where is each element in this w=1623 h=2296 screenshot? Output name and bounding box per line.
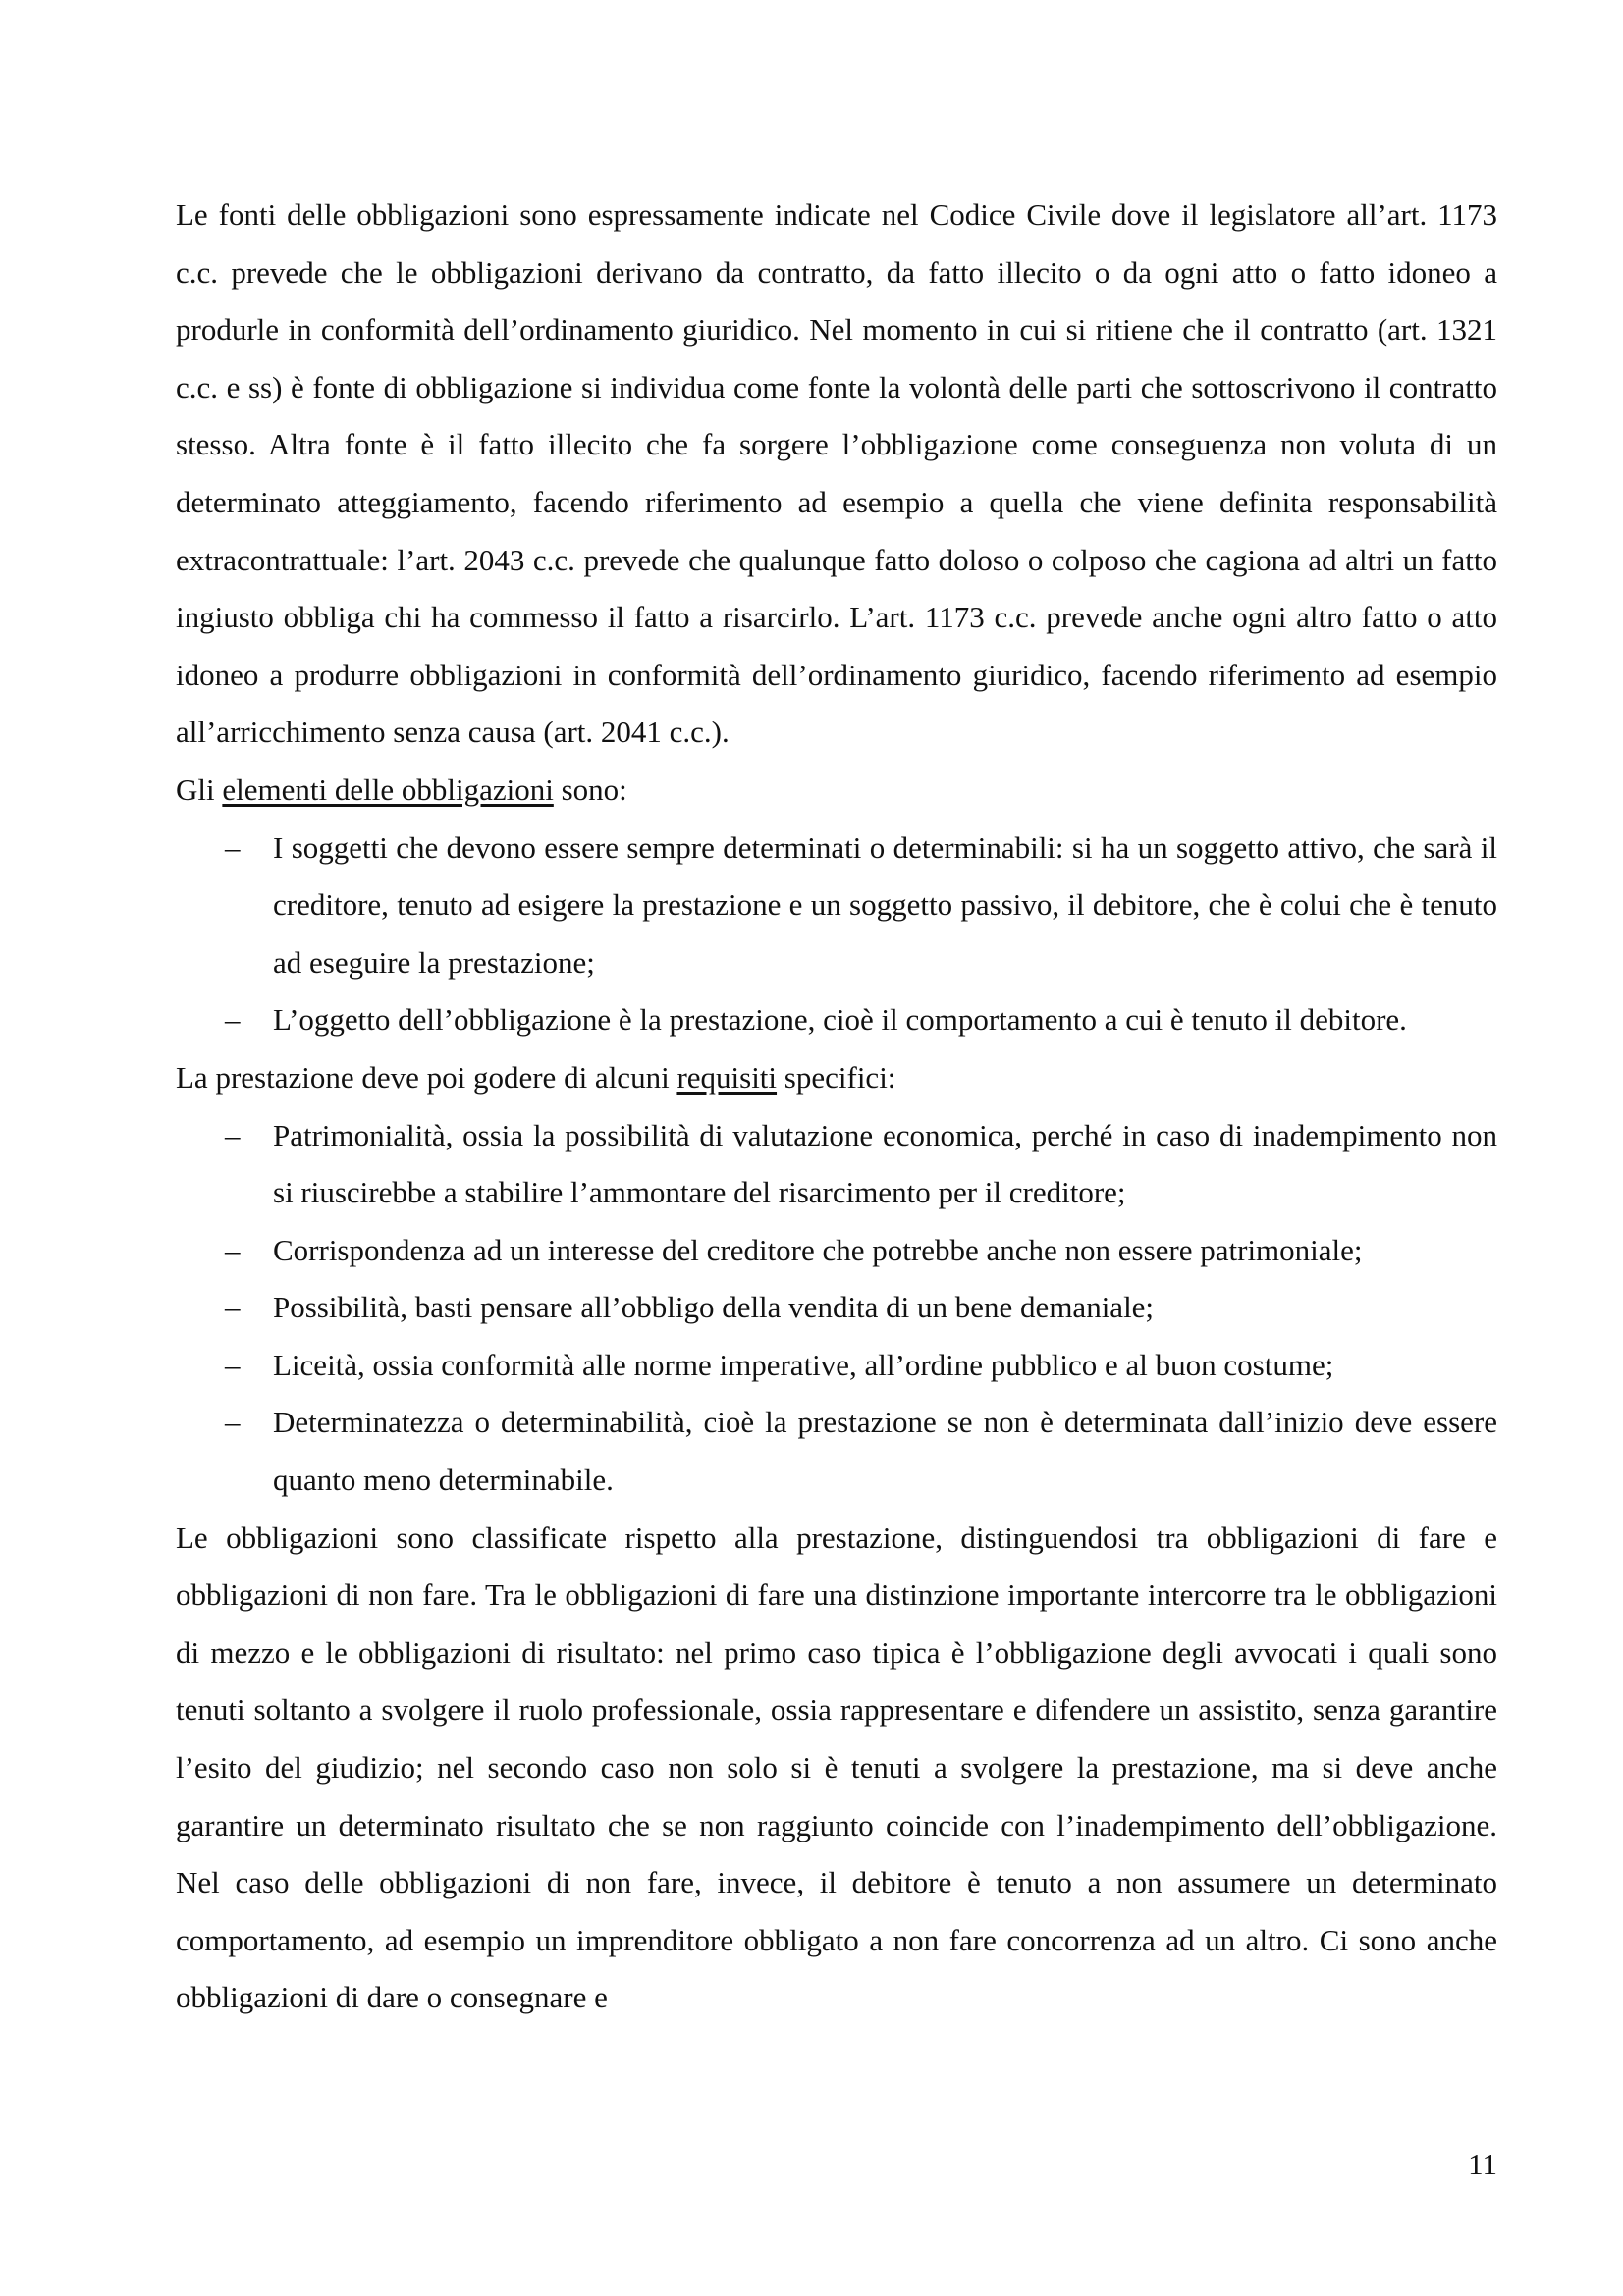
dash-bullet: – [225, 1290, 241, 1325]
dash-bullet: – [225, 1002, 241, 1038]
list-item-text: Determinatezza o determinabilità, cioè la prestazione se non è determinata dall’inizio deve essere quanto meno determinabile. [273, 1405, 1497, 1498]
list-item-text: Liceità, ossia conformità alle norme imperative, all’ordine pubblico e al buon costume; [273, 1347, 1334, 1382]
intro-paragraph: Le fonti delle obbligazioni sono espressamente indicate nel Codice Civile dove il legislatore all’art. 1173 c.c. prevede che le obbligazioni derivano da contratto, da fatto illecito o da ogni atto o fatto idoneo a produrle in conformità dell’ordinamento giuridico. Nel momento in cui si ritiene che il contratto (art. 1321 c.c. e ss) è fonte di obbligazione si individua come fonte la volontà delle parti che sottoscrivono il contratto stesso. Altra fonte è il fatto illecito che fa sorgere l’obbligazione come conseguenza non voluta di un determinato atteggiamento, facendo riferimento ad esempio a quella che viene definita responsabilità extracontrattuale: l’art. 2043 c.c. prevede che qualunque fatto doloso o colposo che cagiona ad altri un fatto ingiusto obbliga chi ha commesso il fatto a risarcirlo. L’art. 1173 c.c. prevede anche ogni altro fatto o atto idoneo a produrre obbligazioni in conformità dell’ordinamento giuridico, facendo riferimento ad esempio all’arricchimento senza causa (art. 2041 c.c.). [176, 197, 1497, 750]
list-item-text: Possibilità, basti pensare all’obbligo della vendita di un bene demaniale; [273, 1290, 1155, 1325]
dash-bullet: – [225, 1117, 241, 1152]
requisites-heading-prefix: La prestazione deve poi godere di alcuni [176, 1059, 677, 1095]
list-item [176, 1107, 1497, 1222]
dash-bullet: – [225, 1347, 241, 1382]
list-item [176, 1337, 1497, 1395]
list-item [176, 1394, 1497, 1509]
list-item-text: Corrispondenza ad un interesse del creditore che potrebbe anche non essere patrimoniale; [273, 1232, 1363, 1267]
requisites-heading-suffix: specifici: [777, 1059, 896, 1095]
document-page [176, 187, 1497, 2027]
elements-heading-prefix: Gli [176, 772, 223, 807]
list-item-text: I soggetti che devono essere sempre determinati o determinabili: si ha un soggetto attivo, che sarà il creditore, tenuto ad esigere la prestazione e un soggetto passivo, il debitore, che è colui che è tenuto ad eseguire la prestazione; [273, 829, 1497, 980]
list-item [176, 991, 1497, 1049]
elements-list [176, 820, 1497, 1049]
elements-heading-suffix: sono: [553, 772, 627, 807]
list-item-text: L’oggetto dell’obbligazione è la prestazione, cioè il comportamento a cui è tenuto il debitore. [273, 1002, 1407, 1038]
elements-heading-underlined: elementi delle obbligazioni [222, 772, 554, 807]
elements-heading [176, 762, 1497, 820]
requisites-heading [176, 1049, 1497, 1107]
dash-bullet: – [225, 829, 241, 865]
closing-paragraph: Le obbligazioni sono classificate rispetto alla prestazione, distinguendosi tra obbligazioni di fare e obbligazioni di non fare. Tra le obbligazioni di fare una distinzione importante intercorre tra le obbligazioni di mezzo e le obbligazioni di risultato: nel primo caso tipica è l’obbligazione degli avvocati i quali sono tenuti soltanto a svolgere il ruolo professionale, ossia rappresentare e difendere un assistito, senza garantire l’esito del giudizio; nel secondo caso non solo si è tenuti a svolgere la prestazione, ma si deve anche garantire un determinato risultato che se non raggiunto coincide con l’inadempimento dell’obbligazione. Nel caso delle obbligazioni di non fare, invece, il debitore è tenuto a non assumere un determinato comportamento, ad esempio un imprenditore obbligato a non fare concorrenza ad un altro. Ci sono anche obbligazioni di dare o consegnare e [176, 1520, 1497, 2015]
dash-bullet: – [225, 1232, 241, 1267]
requisites-list [176, 1107, 1497, 1510]
list-item [176, 1279, 1497, 1337]
list-item [176, 1222, 1497, 1280]
list-item-text: Patrimonialità, ossia la possibilità di valutazione economica, perché in caso di inadempimento non si riuscirebbe a stabilire l’ammontare del risarcimento per il creditore; [273, 1117, 1497, 1210]
dash-bullet: – [225, 1405, 241, 1440]
list-item [176, 820, 1497, 992]
requisites-heading-underlined: requisiti [676, 1059, 778, 1095]
page-number: 11 [1468, 2147, 1497, 2181]
